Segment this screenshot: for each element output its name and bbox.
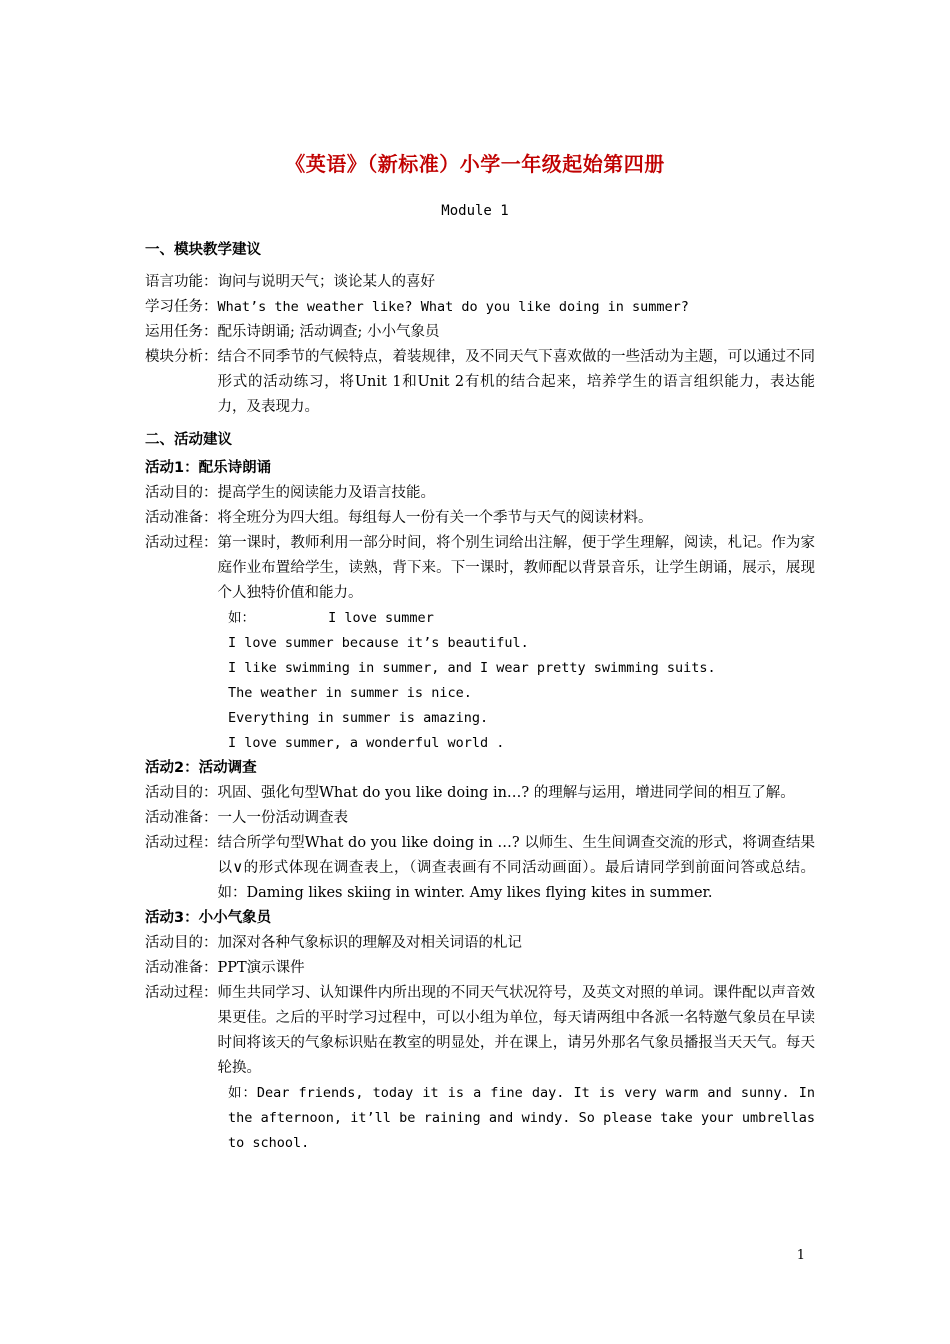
- row-text: PPT演示课件: [217, 960, 305, 976]
- language-function-row: [145, 270, 815, 295]
- example-prefix: 如：: [228, 610, 255, 626]
- row-text: 第一课时，教师利用一部分时间，将个别生词给出注解，便于学生理解，阅读，札记。作为家庭作业布置给学生，读熟，背下来。下一课时，教师配以背景音乐，让学生朗诵，展示，展现个人独特价值和能力。: [217, 535, 815, 601]
- section-heading-2: 二、活动建议: [145, 432, 232, 448]
- row-label: 活动准备：: [145, 960, 218, 976]
- row-text: 巩固、强化句型What do you like doing in…? 的理解与运用，增进同学间的相互了解。: [217, 785, 795, 801]
- activity-3-example: 如：Dear friends, today it is a fine day. It is very warm and sunny. In the afternoon, it’ll be raining and windy. So please take your umbrellas to school.: [228, 1085, 815, 1151]
- row-label: 活动准备：: [145, 510, 218, 526]
- row-text: 询问与说明天气；谈论某人的喜好: [217, 274, 435, 290]
- row-label: 活动准备：: [145, 810, 218, 826]
- poem-title: I love summer: [328, 610, 434, 626]
- activity-1-purpose: [145, 481, 815, 506]
- row-label: 运用任务：: [145, 324, 218, 340]
- row-text: 将全班分为四大组。每组每人一份有关一个季节与天气的阅读材料。: [217, 510, 653, 526]
- poem-line: I like swimming in summer, and I wear pretty swimming suits.: [228, 660, 716, 676]
- activity-3-purpose: [145, 931, 815, 956]
- application-task-row: [145, 320, 815, 345]
- row-text: 提高学生的阅读能力及语言技能。: [217, 485, 435, 501]
- row-label: 模块分析：: [145, 349, 218, 365]
- row-label: 活动过程：: [145, 835, 218, 851]
- row-text: What’s the weather like? What do you like doing in summer?: [217, 299, 689, 315]
- activity-3-process: [145, 981, 815, 1081]
- row-text: 加深对各种气象标识的理解及对相关词语的札记: [217, 935, 522, 951]
- activity-3-prep: [145, 956, 815, 981]
- row-label: 学习任务：: [145, 299, 218, 315]
- page-number: 1: [796, 1248, 805, 1263]
- row-text: 结合所学句型What do you like doing in …? 以师生、生生间调查交流的形式，将调查结果以∨的形式体现在调查表上，（调查表画有不同活动画面）。最后请同学到前面问答或总结。如：Daming likes skiing in winter. Amy likes flying kites in summer.: [217, 835, 815, 901]
- row-label: 语言功能：: [145, 274, 218, 290]
- poem-line: I love summer, a wonderful world .: [228, 735, 505, 751]
- row-label: 活动目的：: [145, 935, 218, 951]
- document-body: [145, 238, 815, 1156]
- poem-line: I love summer because it’s beautiful.: [228, 635, 529, 651]
- activity-1-prep: [145, 506, 815, 531]
- activity-2-process: [145, 831, 815, 906]
- row-label: 活动目的：: [145, 485, 218, 501]
- activity-3-heading: 活动3：小小气象员: [145, 910, 272, 926]
- row-text: 一人一份活动调查表: [217, 810, 348, 826]
- row-text: 结合不同季节的气候特点，着装规律，及不同天气下喜欢做的一些活动为主题，可以通过不同形式的活动练习，将Unit 1和Unit 2有机的结合起来，培养学生的语言组织能力，表达能力，及表现力。: [217, 349, 815, 415]
- learning-task-row: [145, 295, 815, 320]
- row-label: 活动过程：: [145, 535, 218, 551]
- activity-2-purpose: [145, 781, 815, 806]
- module-title: Module 1: [441, 203, 509, 219]
- module-analysis-row: [145, 345, 815, 420]
- section-heading-1: 一、模块教学建议: [145, 242, 261, 258]
- activity-1-heading: 活动1：配乐诗朗诵: [145, 460, 272, 476]
- activity-2-heading: 活动2：活动调查: [145, 760, 257, 776]
- row-label: 活动目的：: [145, 785, 218, 801]
- poem-line: Everything in summer is amazing.: [228, 710, 489, 726]
- document-title: 《英语》（新标准）小学一年级起始第四册: [285, 152, 665, 176]
- poem-line: The weather in summer is nice.: [228, 685, 472, 701]
- poem-title-line: [145, 606, 815, 631]
- activity-2-prep: [145, 806, 815, 831]
- activity-1-process: [145, 531, 815, 606]
- row-label: 活动过程：: [145, 985, 218, 1001]
- row-text: 师生共同学习、认知课件内所出现的不同天气状况符号，及英文对照的单词。课件配以声音效果更佳。之后的平时学习过程中，可以小组为单位，每天请两组中各派一名特邀气象员在早读时间将该天的气象标识贴在教室的明显处，并在课上，请另外那名气象员播报当天天气。每天轮换。: [217, 985, 815, 1076]
- row-text: 配乐诗朗诵; 活动调查; 小小气象员: [217, 324, 440, 340]
